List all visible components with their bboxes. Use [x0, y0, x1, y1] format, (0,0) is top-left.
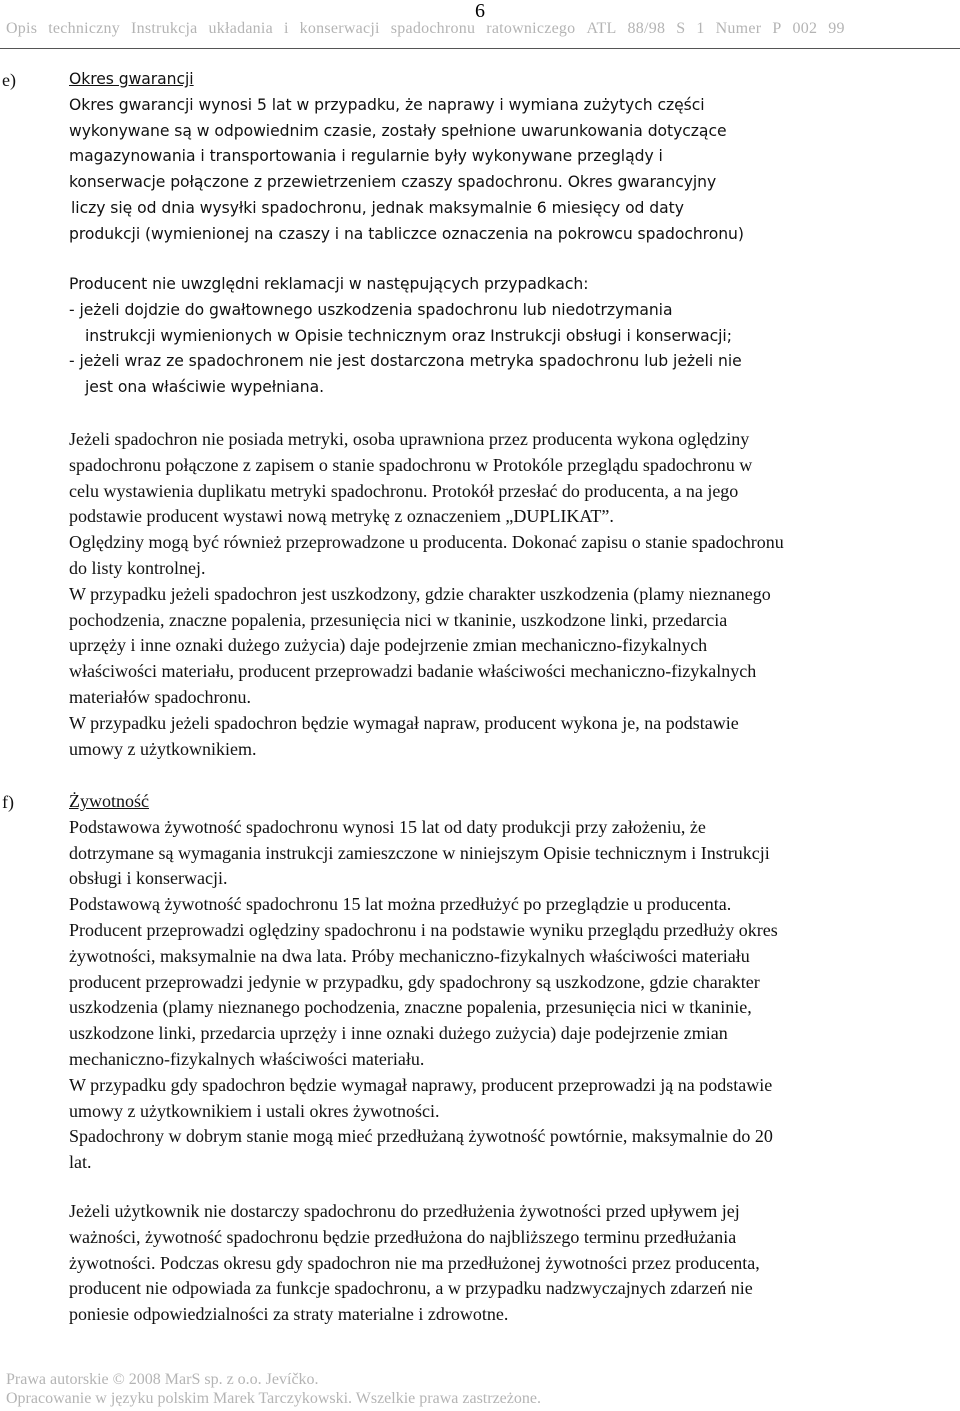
- header-word: spadochronu: [390, 20, 476, 37]
- paragraph-line: Jeżeli spadochron nie posiada metryki, osoba uprawniona przez producenta wykona oględziny: [69, 429, 750, 449]
- paragraph-line: celu wystawienia duplikatu metryki spadochronu. Protokół przesłać do producenta, a na jego: [69, 480, 739, 501]
- section-f-title: Żywotność: [69, 791, 149, 811]
- paragraph-line: W przypadku gdy spadochron będzie wymagał naprawy, producent przeprowadzi ją na podstawie: [69, 1074, 773, 1095]
- paragraph-line: producent przeprowadzi jedynie w przypadku, gdy spadochrony są uszkodzone, gdzie charakter: [69, 971, 760, 992]
- section-e-title: Okres gwarancji: [69, 70, 194, 88]
- header-word: konserwacji: [299, 20, 380, 37]
- paragraph-line: żywotności, maksymalnie na dwa lata. Próby mechaniczno-fizykalnych właściwości materiału: [69, 945, 750, 966]
- header-word: 88/98: [627, 20, 666, 37]
- header-word: Opis: [6, 20, 38, 37]
- section-f-lifetime: [69, 789, 957, 1176]
- header-word: 002: [792, 20, 818, 37]
- paragraph-line: producent nie odpowiada za funkcje spadochronu, a w przypadku nadzwyczajnych zdarzeń nie: [69, 1278, 753, 1299]
- running-header: [6, 20, 956, 38]
- paragraph-line: pochodzenia, znaczne popalenia, przesunięcia nici w tkaninie, uszkodzone linki, przedarcia: [69, 609, 728, 630]
- header-word: 99: [828, 20, 845, 37]
- header-word: 1: [696, 20, 705, 37]
- paragraph-line: obsługi i konserwacji.: [69, 868, 228, 889]
- paragraph-line: uszkodzenia (plamy nieznanego pochodzenia, znaczne popalenia, przesunięcia nici w tkaninie,: [69, 997, 752, 1018]
- paragraph-line: Okres gwarancji wynosi 5 lat w przypadku, że naprawy i wymiana zużytych części: [69, 95, 705, 114]
- section-e-label: e): [2, 70, 16, 90]
- header-word: ATL: [586, 20, 617, 37]
- header-word: Numer: [715, 20, 762, 37]
- closing-paragraph: [69, 1199, 957, 1328]
- paragraph-line: ważności, żywotność spadochronu będzie przedłużona do najbliższego terminu przedłużania: [69, 1226, 737, 1247]
- complaints-item: - jeżeli dojdzie do gwałtownego uszkodzenia spadochronu lub niedotrzymania: [69, 300, 673, 319]
- paragraph-line: produkcji (wymienionej na czaszy i na tabliczce oznaczenia na pokrowcu spadochronu): [69, 224, 744, 243]
- header-word: i: [283, 20, 289, 37]
- paragraph-line: spadochronu połączone z zapisem o stanie spadochronu w Protokóle przeglądu spadochronu w: [69, 454, 753, 475]
- header-word: S: [676, 20, 686, 37]
- complaints-item-cont: jest ona właściwie wypełniana.: [85, 378, 325, 397]
- paragraph-line: konserwacje połączone z przewietrzeniem czaszy spadochronu. Okres gwarancyjny: [69, 173, 717, 192]
- paragraph-line: mechaniczno-fizykalnych właściwości materiału.: [69, 1048, 425, 1069]
- paragraph-line: właściwości materiału, producent przeprowadzi badanie właściwości mechaniczno-fizykalnych: [69, 661, 757, 682]
- complaints-item-cont: instrukcji wymienionych w Opisie technicznym oraz Instrukcji obsługi i konserwacji;: [85, 326, 732, 345]
- paragraph-line: W przypadku jeżeli spadochron będzie wymagał napraw, producent wykona je, na podstawie: [69, 712, 739, 733]
- complaints-intro: Producent nie uwzględni reklamacji w następujących przypadkach:: [69, 275, 589, 293]
- paragraph-line: liczy się od dnia wysyłki spadochronu, jednak maksymalnie 6 miesięcy od daty: [71, 198, 684, 217]
- paragraph-line: Jeżeli użytkownik nie dostarczy spadochronu do przedłużenia żywotności przed upływem jej: [69, 1201, 740, 1221]
- footer-copyright: Prawa autorskie © 2008 MarS sp. z o.o. Jevíčko.: [6, 1371, 319, 1388]
- section-e-warranty: [69, 67, 957, 248]
- page-number: 6: [475, 0, 485, 22]
- paragraph-line: umowy z użytkownikiem.: [69, 738, 257, 759]
- paragraph-line: W przypadku jeżeli spadochron jest uszkodzony, gdzie charakter uszkodzenia (plamy nieznanego: [69, 583, 771, 604]
- paragraph-line: Oględziny mogą być również przeprowadzone u producenta. Dokonać zapisu o stanie spadochronu: [69, 532, 784, 553]
- paragraph-line: dotrzymane są wymagania instrukcji zamieszczone w niniejszym Opisie technicznym i Instrukcji: [69, 842, 770, 863]
- paragraph-line: materiałów spadochronu.: [69, 686, 251, 707]
- paragraph-line: Podstawową żywotność spadochronu 15 lat można przedłużyć po przeglądzie u producenta.: [69, 894, 732, 915]
- footer-translation: Opracowanie w języku polskim Marek Tarczykowski. Wszelkie prawa zastrzeżone.: [6, 1390, 541, 1407]
- section-f-label: f): [2, 792, 14, 812]
- paragraph-line: wykonywane są w odpowiednim czasie, zostały spełnione uwarunkowania dotyczące: [69, 121, 727, 140]
- paragraph-line: do listy kontrolnej.: [69, 557, 206, 578]
- paragraph-line: podstawie producent wystawi nową metrykę z oznaczeniem „DUPLIKAT”.: [69, 506, 614, 527]
- paragraph-line: Spadochrony w dobrym stanie mogą mieć przedłużaną żywotność powtórnie, maksymalnie do 20: [69, 1126, 773, 1147]
- header-word: techniczny: [48, 20, 121, 37]
- duplicate-metric-paragraph: [69, 427, 957, 762]
- complaints-item: - jeżeli wraz ze spadochronem nie jest dostarczona metryka spadochronu lub jeżeli nie: [69, 352, 742, 371]
- header-word: ratowniczego: [486, 20, 576, 37]
- paragraph-line: uprzęży i inne oznaki dużego zużycia) daje podejrzenie zmian mechaniczno-fizykalnych: [69, 635, 708, 656]
- paragraph-line: poniesie odpowiedzialności za straty materialne i zdrowotne.: [69, 1304, 509, 1325]
- paragraph-line: Producent przeprowadzi oględziny spadochronu i na podstawie wyniku przeglądu przedłuży okres: [69, 919, 778, 940]
- header-word: układania: [208, 20, 273, 37]
- header-word: Instrukcja: [131, 20, 198, 37]
- paragraph-line: uszkodzone linki, przedarcia uprzęży i inne oznaki dużego zużycia) daje podejrzenie zmian: [69, 1023, 728, 1044]
- header-word: P: [772, 20, 782, 37]
- header-rule: [0, 48, 960, 49]
- paragraph-line: żywotności. Podczas okresu gdy spadochron nie ma przedłużonej żywotności przez producenta,: [69, 1252, 760, 1273]
- paragraph-line: umowy z użytkownikiem i ustali okres żywotności.: [69, 1100, 440, 1121]
- paragraph-line: magazynowania i transportowania i regularnie były wykonywane przeglądy i: [69, 147, 663, 166]
- paragraph-line: lat.: [69, 1152, 92, 1173]
- complaints-list: [69, 272, 957, 401]
- paragraph-line: Podstawowa żywotność spadochronu wynosi 15 lat od daty produkcji przy założeniu, że: [69, 816, 706, 837]
